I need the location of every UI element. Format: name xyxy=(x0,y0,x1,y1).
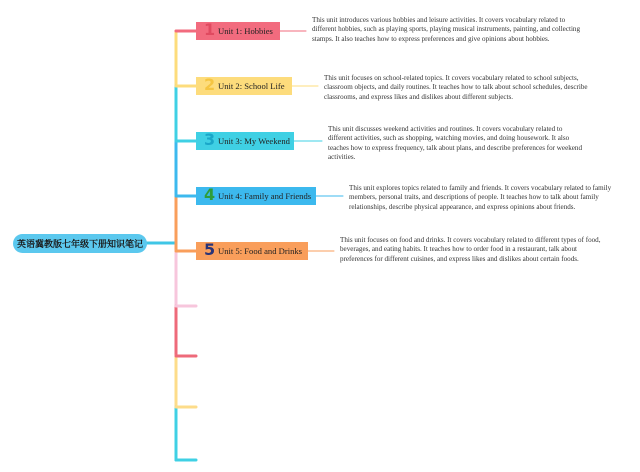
topic-unit-2[interactable] xyxy=(196,77,292,95)
unit-number-badge: 1 xyxy=(204,20,216,39)
topic-description: This unit discusses weekend activities and routines. It covers vocabulary related to different activities, such as shopping, watching movies, and doing housework. It also teaches how to express frequency, talk about plans, and describe preferences for weekend activities. xyxy=(328,125,583,161)
unit-number-badge: 4 xyxy=(204,185,216,204)
topic-unit-1[interactable] xyxy=(196,22,280,40)
topic-description: This unit focuses on food and drinks. It covers vocabulary related to different types of food, beverages, and eating habits. It teaches how to order food in a restaurant, talk about preferences for different cuisines, and express likes and dislikes about certain foods. xyxy=(340,236,601,263)
root-node[interactable]: 英语冀教版七年级下册知识笔记 xyxy=(13,234,147,253)
topic-description: This unit explores topics related to family and friends. It covers vocabulary related to family members, personal traits, and descriptions of people. It teaches how to talk about family relationships, describe physical appearance, and express opinions about friends. xyxy=(349,184,612,211)
topic-label: Unit 5: Food and Drinks xyxy=(218,246,303,256)
topic-unit-3[interactable] xyxy=(196,132,294,150)
topic-unit-5[interactable] xyxy=(196,242,308,260)
unit-number-badge: 3 xyxy=(204,130,216,149)
unit-number-badge: 5 xyxy=(204,240,216,259)
topic-unit-4[interactable] xyxy=(196,187,316,205)
topic-label: Unit 1: Hobbies xyxy=(218,26,273,36)
topic-label: Unit 3: My Weekend xyxy=(218,136,290,146)
unit-number-badge: 2 xyxy=(204,75,216,94)
topic-label: Unit 4: Family and Friends xyxy=(218,191,312,201)
topic-description: This unit focuses on school-related topics. It covers vocabulary related to school subjects, classroom objects, and daily routines. It teaches how to talk about school schedules, describe classrooms, and express likes and dislikes about different subjects. xyxy=(324,74,588,101)
topic-label: Unit 2: School Life xyxy=(218,81,285,91)
topic-description: This unit introduces various hobbies and leisure activities. It covers vocabulary related to different hobbies, such as playing sports, playing musical instruments, painting, and collecting stamps. It also teaches how to express preferences and give opinions about hobbies. xyxy=(312,16,581,43)
